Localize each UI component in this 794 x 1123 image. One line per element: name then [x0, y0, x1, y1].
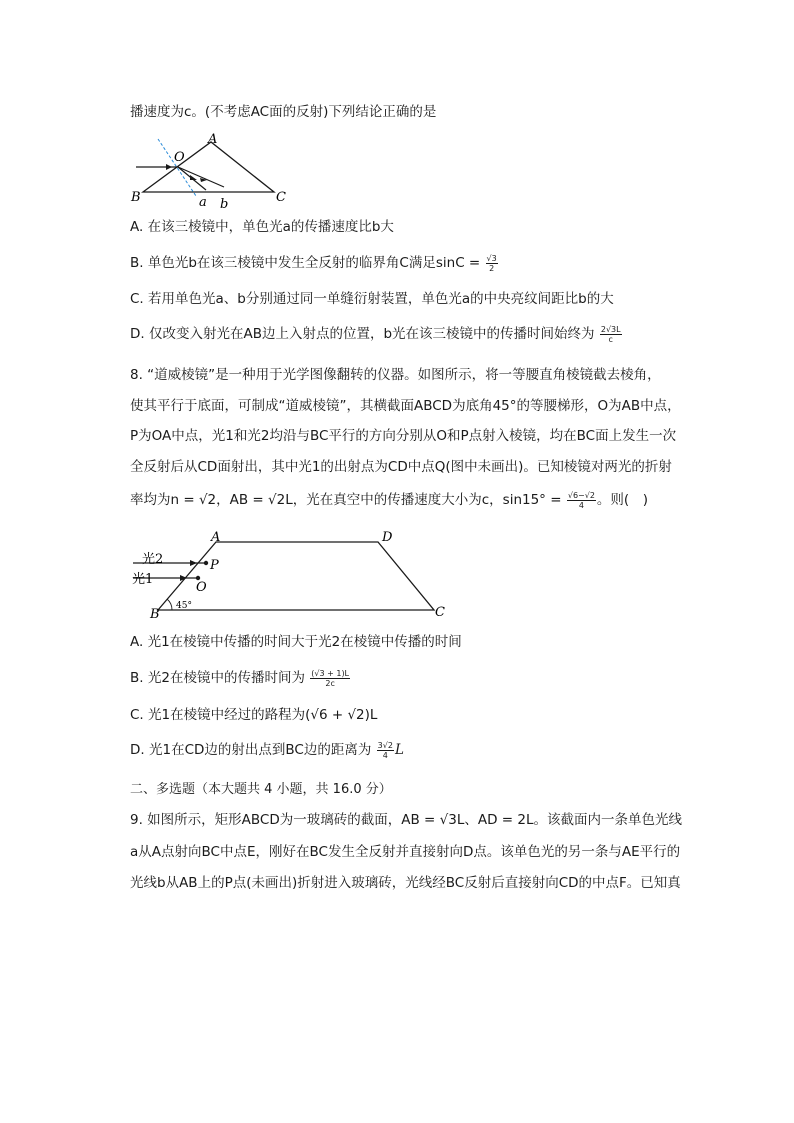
label-C: C — [435, 605, 445, 620]
q8-option-a[interactable]: A. 光1在棱镜中传播的时间大于光2在棱镜中传播的时间 — [130, 634, 462, 650]
q8-line-3: P为OA中点，光1和光2均沿与BC平行的方向分别从O和P点射入棱镜，均在BC面上发生一次 — [130, 428, 677, 444]
q7-intro: 播速度为c。(不考虑AC面的反射)下列结论正确的是 — [130, 104, 437, 120]
label-A: A — [211, 530, 221, 545]
q8-option-b-fraction: $\frac{(√3 + 1)L}{2c}$ — [311, 668, 350, 688]
q8-option-c[interactable]: C. 光1在棱镜中经过的路程为(√6 + √2)L — [130, 707, 378, 723]
label-light-2: 光2 — [142, 552, 164, 567]
point-P — [204, 561, 208, 565]
q8-sin15-fraction: $\frac{√6-√2}{4}$ — [567, 490, 595, 510]
label-B: B — [131, 190, 141, 205]
label-angle-45: 45° — [176, 601, 192, 611]
dove-prism-figure — [128, 526, 458, 620]
q7-option-d[interactable]: D. 仅改变入射光在AB边上入射点的位置，b光在该三棱镜中的传播时间始终为 $\frac{2√3L}{c}$ — [130, 324, 621, 344]
q9-line-1: 9. 如图所示，矩形ABCD为一玻璃砖的截面，AB = √3L、AD = 2L。该截面内一条单色光线 — [130, 812, 682, 828]
q7-option-c[interactable]: C. 若用单色光a、b分别通过同一单缝衍射装置，单色光a的中央亮纹间距比b的大 — [130, 291, 614, 307]
q7-option-b[interactable]: B. 单色光b在该三棱镜中发生全反射的临界角C满足sinC = $\frac{√3}{2}$ — [130, 253, 497, 273]
label-O: O — [196, 580, 207, 595]
q7-option-d-fraction: $\frac{2√3L}{c}$ — [600, 324, 621, 344]
q8-line-5: 率均为n = √2，AB = √2L，光在真空中的传播速度大小为c，sin15° = $\frac{√6-√2}{4}$ 。则( ) — [130, 490, 648, 510]
label-a: a — [199, 195, 207, 210]
label-A: A — [208, 132, 218, 147]
label-light-1: 光1 — [132, 572, 154, 587]
section-heading-multiple-choice: 二、多选题（本大题共 4 小题，共 16.0 分） — [130, 782, 392, 797]
q8-line-1: 8. “道威棱镜”是一种用于光学图像翻转的仪器。如图所示，将一等腰直角棱镜截去棱角， — [130, 367, 661, 383]
q8-option-d[interactable]: D. 光1在CD边的射出点到BC边的距离为 $\frac{3√2}{4}$ L — [130, 740, 404, 760]
q7-option-a[interactable]: A. 在该三棱镜中，单色光a的传播速度比b大 — [130, 219, 394, 235]
label-D: D — [382, 530, 393, 545]
label-b: b — [220, 197, 229, 210]
label-B: B — [150, 607, 160, 620]
label-C: C — [276, 190, 286, 205]
label-P: P — [210, 558, 219, 573]
q9-line-3: 光线b从AB上的P点(未画出)折射进入玻璃砖，光线经BC反射后直接射向CD的中点F。已知真 — [130, 875, 681, 891]
q8-option-d-fraction: $\frac{3√2}{4}$ — [377, 740, 393, 760]
q8-line-4: 全反射后从CD面射出，其中光1的出射点为CD中点Q(图中未画出)。已知棱镜对两光的折射 — [130, 459, 672, 475]
prism-figure — [128, 130, 298, 210]
q8-line-2: 使其平行于底面，可制成“道威棱镜”，其横截面ABCD为底角45°的等腰梯形，O为AB中点， — [130, 398, 681, 414]
ray-b — [178, 167, 224, 187]
q9-line-2: a从A点射向BC中点E，刚好在BC发生全反射并直接射向D点。该单色光的另一条与AE平行的 — [130, 844, 681, 860]
label-O: O — [174, 150, 185, 165]
q8-option-b[interactable]: B. 光2在棱镜中的传播时间为 $\frac{(√3 + 1)L}{2c}$ — [130, 668, 350, 688]
q7-option-b-fraction: $\frac{√3}{2}$ — [486, 253, 497, 273]
